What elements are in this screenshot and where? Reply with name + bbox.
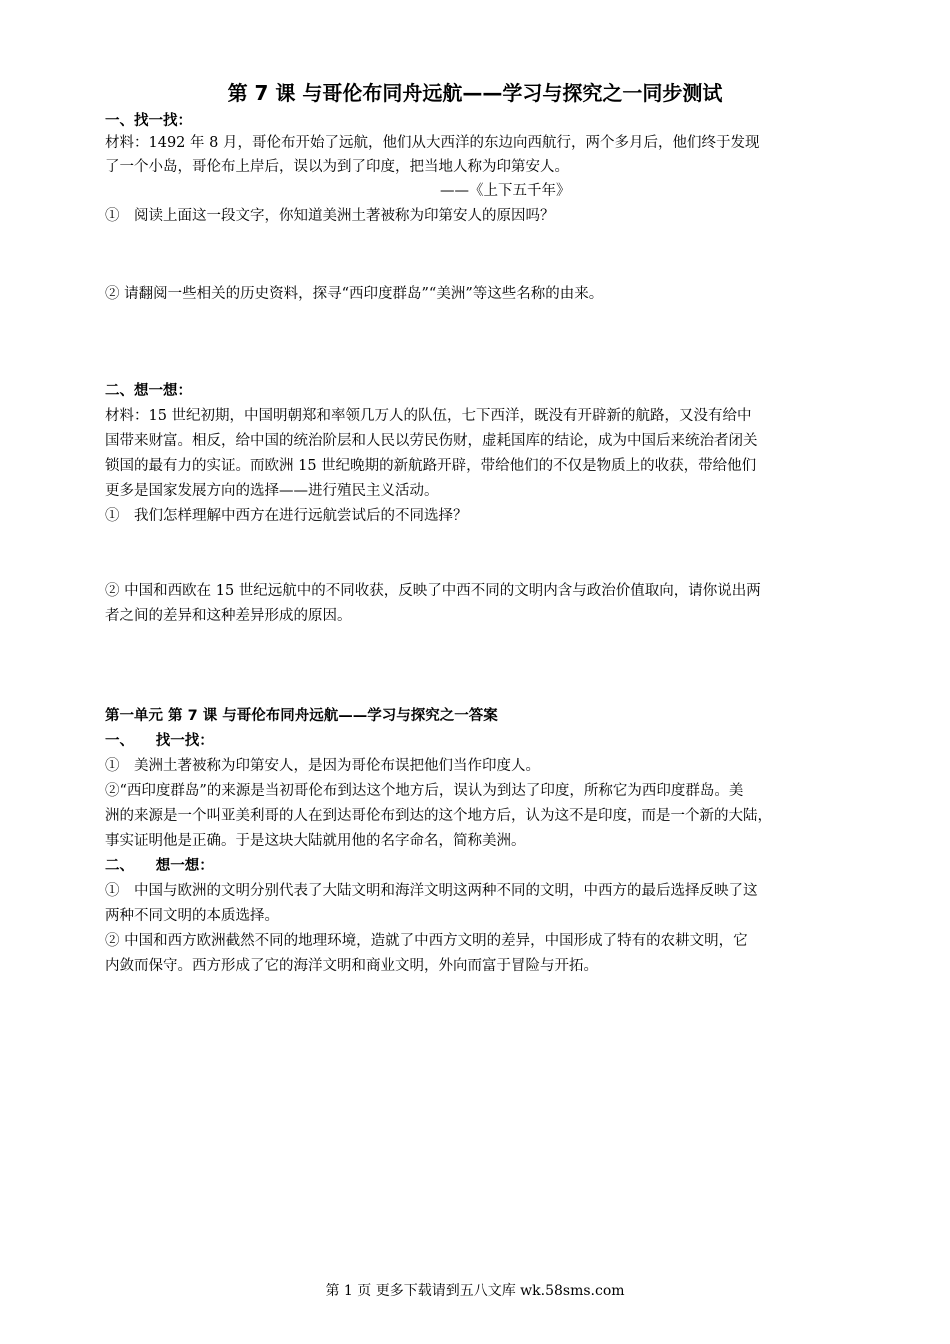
section2-material-line: 锁国的最有力的实证。而欧洲 15 世纪晚期的新航路开辟，带给他们的不仅是物质上的收获，带给他们 xyxy=(105,458,757,474)
section1-material-line: 材料：1492 年 8 月，哥伦布开始了远航，他们从大西洋的东边向西航行，两个多月后，他们终于发现 xyxy=(105,135,760,151)
section1-material-line: 了一个小岛，哥伦布上岸后，误以为到了印度，把当地人称为印第安人。 xyxy=(105,159,569,175)
section2-material-line: 更多是国家发展方向的选择——进行殖民主义活动。 xyxy=(105,483,439,499)
answer-line: ② 中国和西方欧洲截然不同的地理环境，造就了中西方文明的差异，中国形成了特有的农耕文明，它 xyxy=(105,933,748,949)
answer-line: 洲的来源是一个叫亚美利哥的人在到达哥伦布到达的这个地方后，认为这不是印度，而是一个新的大陆， xyxy=(105,808,772,824)
section2-question-1: ① 我们怎样理解中西方在进行远航尝试后的不同选择？ xyxy=(105,508,468,524)
section2-heading: 二、想一想： xyxy=(105,383,192,399)
answer-line: ②“西印度群岛”的来源是当初哥伦布到达这个地方后，误认为到达了印度，所称它为西印度群岛。美 xyxy=(105,783,744,799)
answer-line: 事实证明他是正确。于是这块大陆就用他的名字命名，简称美洲。 xyxy=(105,833,526,849)
page-title: 第 7 课 与哥伦布同舟远航——学习与探究之一同步测试 xyxy=(227,81,723,105)
section2-material-line: 国带来财富。相反，给中国的统治阶层和人民以劳民伤财，虚耗国库的结论，成为中国后来统治者闭关 xyxy=(105,433,758,449)
answer-line: ① 美洲土著被称为印第安人，是因为哥伦布误把他们当作印度人。 xyxy=(105,758,540,774)
answer-line: 内敛而保守。西方形成了它的海洋文明和商业文明，外向而富于冒险与开拓。 xyxy=(105,958,598,974)
section1-question-2: ② 请翻阅一些相关的历史资料，探寻“西印度群岛”“美洲”等这些名称的由来。 xyxy=(105,286,604,302)
answers-heading: 第一单元 第 7 课 与哥伦布同舟远航——学习与探究之一答案 xyxy=(105,708,498,724)
section2-question-2-line: ② 中国和西欧在 15 世纪远航中的不同收获，反映了中西不同的文明内含与政治价值取向，请你说出两 xyxy=(105,583,761,599)
answers-part2-heading: 二、 想一想： xyxy=(105,858,214,874)
answer-line: 两种不同文明的本质选择。 xyxy=(105,908,279,924)
section1-question-1: ① 阅读上面这一段文字，你知道美洲土著被称为印第安人的原因吗？ xyxy=(105,208,555,224)
section1-heading: 一、找一找： xyxy=(105,113,192,129)
answers-part1-heading: 一、 找一找： xyxy=(105,733,214,749)
material-source: ——《上下五千年》 xyxy=(440,183,571,199)
section2-material-line: 材料：15 世纪初期，中国明朝郑和率领几万人的队伍，七下西洋，既没有开辟新的航路，又没有给中 xyxy=(105,408,752,424)
page-footer: 第 1 页 更多下载请到五八文库 wk.58sms.com xyxy=(325,1283,625,1299)
answer-line: ① 中国与欧洲的文明分别代表了大陆文明和海洋文明这两种不同的文明，中西方的最后选择反映了这 xyxy=(105,883,758,899)
section2-question-2-line: 者之间的差异和这种差异形成的原因。 xyxy=(105,608,352,624)
